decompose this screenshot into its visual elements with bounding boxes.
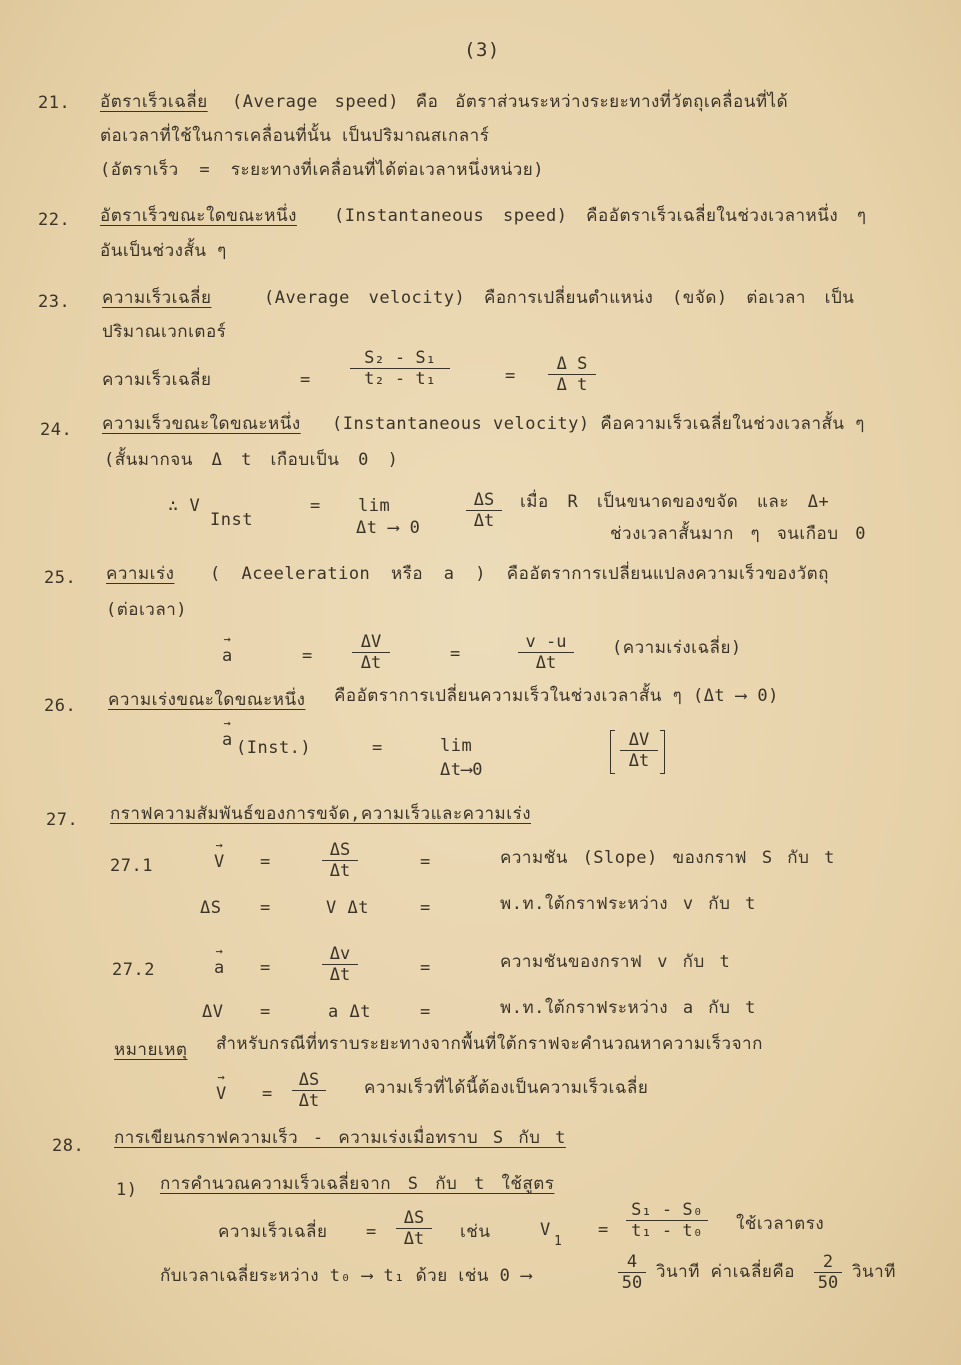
s25-fraction-1: [352, 632, 390, 673]
s27-row2-eq2: =: [420, 898, 431, 918]
s27-note-text: สำหรับกรณีที่ทราบระยะทางจากพื้นที่ใต้กราฟจะคำนวณหาความเร็วจาก: [216, 1034, 763, 1054]
s25-frac2-numerator: v -u: [518, 632, 574, 653]
s27-note-frac-denominator: Δt: [298, 1091, 320, 1111]
s28-last-fraction-2: [814, 1252, 842, 1293]
term-instantaneous-acceleration: ความเร่งขณะใดขณะหนึ่ง: [108, 690, 306, 710]
s28-frac1-denominator: Δt: [403, 1229, 425, 1249]
s23-frac1-numerator: S₂ - S₁: [350, 348, 450, 369]
s23-eq-sign-2: =: [505, 366, 516, 386]
s27-row3-eq2: =: [420, 958, 431, 978]
bracket-left: [610, 730, 615, 774]
s27-row2-text: พ.ท.ใต้กราฟระหว่าง v กับ t: [500, 894, 756, 914]
s25-fraction-2: [518, 632, 574, 673]
item-number-22: 22.: [38, 210, 71, 230]
s27-row4-mid: a Δt: [328, 1002, 371, 1022]
vector-a: → a: [222, 646, 233, 666]
s24-lim: lim: [358, 496, 391, 516]
s28-v1-sub: 1: [554, 1234, 563, 1249]
s23-eq-sign: =: [300, 370, 311, 390]
s27-row4-eq2: =: [420, 1002, 431, 1022]
s22-line1: (Instantaneous speed) คืออัตราเร็วเฉลี่ยในช่วงเวลาหนึ่ง ๆ: [334, 206, 867, 226]
s28-tail-1: ใช้เวลาตรง: [736, 1214, 825, 1234]
s28-last-f2-denominator: 50: [817, 1273, 839, 1293]
s27-note-eq: =: [262, 1084, 273, 1104]
s27-note-label: หมายเหตุ: [114, 1040, 188, 1060]
s21-line2: ต่อเวลาที่ใช้ในการเคลื่อนที่นั้น เป็นปริมาณสเกลาร์: [100, 126, 490, 146]
s25-lhs-a: [222, 646, 233, 666]
s24-note-2: ช่วงเวลาสั้นมาก ๆ จนเกือบ 0: [610, 524, 867, 544]
s28-fraction-1: [396, 1208, 432, 1249]
s27-row4-lhs: ΔV: [202, 1002, 224, 1022]
s24-therefore-v: ∴ V: [168, 496, 201, 516]
s25-eq-sign: =: [302, 646, 313, 666]
s21-line3: (อัตราเร็ว = ระยะทางที่เคลื่อนที่ได้ต่อเวลาหนึ่งหน่วย): [100, 160, 544, 180]
s21-line1: (Average speed) คือ อัตราส่วนระหว่างระยะทางที่วัตถุเคลื่อนที่ได้: [232, 92, 789, 112]
s26-lhs-a: [222, 730, 233, 750]
s28-last-f1-denominator: 50: [621, 1273, 643, 1293]
s23-frac1-denominator: t₂ - t₁: [364, 369, 436, 389]
s26-line1: คืออัตราการเปลี่ยนความเร็วในช่วงเวลาสั้น ๆ (Δt ⟶ 0): [334, 686, 779, 706]
s27-row1-fraction: [322, 840, 358, 881]
s27-row1-frac-denominator: Δt: [329, 861, 351, 881]
s27-row3-eq: =: [260, 958, 271, 978]
s24-note-1: เมื่อ R เป็นขนาดของขจัด และ Δ+: [520, 492, 830, 512]
s27-row2-lhs: ΔS: [200, 898, 222, 918]
s28-last-fraction-1: [618, 1252, 646, 1293]
s27-note-fraction: [292, 1070, 326, 1111]
s26-lhs-sub: (Inst.): [236, 738, 312, 758]
s27-note-lhs: [216, 1084, 227, 1104]
s27-row3-lhs: [214, 958, 225, 978]
s24-frac-numerator: ΔS: [466, 490, 502, 511]
s27-row3-frac-numerator: Δv: [322, 944, 358, 965]
s27-row4-eq: =: [260, 1002, 271, 1022]
s27-row3-fraction: [322, 944, 358, 985]
item-number-24: 24.: [40, 420, 73, 440]
s24-fraction: [466, 490, 502, 531]
s28-such-as: เช่น: [460, 1222, 491, 1242]
s25-line2: (ต่อเวลา): [106, 600, 188, 620]
s26-frac-denominator: Δt: [628, 751, 650, 771]
s28-last-f2-numerator: 2: [814, 1252, 842, 1273]
s28-sub-number: 1): [116, 1180, 138, 1200]
s23-line1: (Average velocity) คือการเปลี่ยนตำแหน่ง (ขจัด) ต่อเวลา เป็น: [264, 288, 855, 308]
item-number-23: 23.: [38, 292, 71, 312]
s27-row4-text: พ.ท.ใต้กราฟระหว่าง a กับ t: [500, 998, 756, 1018]
s24-subscript-inst: Inst: [210, 510, 253, 530]
s27-row3-num: 27.2: [112, 960, 155, 980]
s25-note: (ความเร่งเฉลี่ย): [612, 638, 742, 658]
s24-eq-sign: =: [310, 496, 321, 516]
s27-note-frac-numerator: ΔS: [292, 1070, 326, 1091]
term-instantaneous-speed: อัตราเร็วขณะใดขณะหนึ่ง: [100, 206, 297, 226]
s27-row1-lhs: [214, 852, 225, 872]
s27-row1-eq: =: [260, 852, 271, 872]
s25-line1: ( Aceeleration หรือ a ) คืออัตราการเปลี่ยนแปลงความเร็วของวัตถุ: [210, 564, 829, 584]
s27-note-tail: ความเร็วที่ได้นี้ต้องเป็นความเร็วเฉลี่ย: [364, 1078, 649, 1098]
s23-eq-label: ความเร็วเฉลี่ย: [102, 370, 212, 390]
s26-fraction: [620, 730, 658, 771]
s28-last-f1-numerator: 4: [618, 1252, 646, 1273]
s28-title: การเขียนกราฟความเร็ว - ความเร่งเมื่อทราบ S กับ t: [114, 1128, 566, 1148]
s28-eq-sign: =: [366, 1222, 377, 1242]
s25-frac1-denominator: Δt: [360, 653, 382, 673]
s27-row1-eq2: =: [420, 852, 431, 872]
s27-row1-text: ความชัน (Slope) ของกราฟ S กับ t: [500, 848, 835, 868]
s27-row2-eq: =: [260, 898, 271, 918]
s25-frac1-numerator: ΔV: [352, 632, 390, 653]
s24-line2: (สั้นมากจน Δ t เกือบเป็น 0 ): [104, 450, 399, 470]
s22-line2: อันเป็นช่วงสั้น ๆ: [100, 241, 227, 261]
s23-fraction-2: [548, 354, 596, 395]
s24-frac-denominator: Δt: [473, 511, 495, 531]
s28-v1: V: [540, 1220, 551, 1240]
s26-frac-numerator: ΔV: [620, 730, 658, 751]
term-acceleration: ความเร่ง: [106, 564, 175, 584]
s23-frac2-denominator: Δ t: [556, 375, 588, 395]
s27-row1-frac-numerator: ΔS: [322, 840, 358, 861]
item-number-26: 26.: [44, 696, 77, 716]
s23-frac2-numerator: Δ S: [548, 354, 596, 375]
s23-line2: ปริมาณเวกเตอร์: [102, 322, 227, 342]
s28-frac1-numerator: ΔS: [396, 1208, 432, 1229]
vector-v: → V: [214, 852, 225, 872]
s26-lim: lim: [440, 736, 473, 756]
item-number-25: 25.: [44, 568, 77, 588]
s27-row3-text: ความชันของกราฟ v กับ t: [500, 952, 731, 972]
item-number-28: 28.: [52, 1136, 85, 1156]
s28-eq-sign-2: =: [598, 1220, 609, 1240]
s26-lim-under: Δt⟶0: [440, 760, 483, 780]
s28-sub-title: การคำนวณความเร็วเฉลี่ยจาก S กับ t ใช้สูตร: [160, 1174, 555, 1194]
term-average-velocity: ความเร็วเฉลี่ย: [102, 288, 212, 308]
vector-a-inst: → a: [222, 730, 233, 750]
s25-frac2-denominator: Δt: [535, 653, 557, 673]
s24-line1: (Instantaneous velocity) คือความเร็วเฉลี่ยในช่วงเวลาสั้น ๆ: [332, 414, 865, 434]
s25-eq-sign-2: =: [450, 644, 461, 664]
s28-frac2-numerator: S₁ - S₀: [626, 1200, 708, 1221]
item-number-27: 27.: [46, 810, 79, 830]
s27-title: กราฟความสัมพันธ์ของการขจัด,ความเร็วและความเร่ง: [110, 804, 531, 824]
s28-fraction-2: [626, 1200, 708, 1241]
s28-last-c: วินาที: [852, 1262, 896, 1282]
s28-last-b: วินาที ค่าเฉลี่ยคือ: [656, 1262, 795, 1282]
item-number-21: 21.: [38, 93, 71, 113]
page-number: (3): [464, 39, 500, 61]
term-instantaneous-velocity: ความเร็วขณะใดขณะหนึ่ง: [102, 414, 301, 434]
s23-fraction-1: [350, 348, 450, 389]
s28-frac2-denominator: t₁ - t₀: [631, 1221, 703, 1241]
s24-lim-under: Δt ⟶ 0: [356, 518, 421, 538]
s26-eq-sign: =: [372, 738, 383, 758]
bracket-right: [660, 730, 665, 774]
s28-eq-label: ความเร็วเฉลี่ย: [218, 1222, 328, 1242]
vector-a-27: → a: [214, 958, 225, 978]
vector-v-note: → V: [216, 1084, 227, 1104]
s27-row2-mid: V Δt: [326, 898, 369, 918]
s27-row3-frac-denominator: Δt: [329, 965, 351, 985]
s27-row1-num: 27.1: [110, 856, 153, 876]
term-average-speed: อัตราเร็วเฉลี่ย: [100, 92, 208, 112]
s28-last-a: กับเวลาเฉลี่ยระหว่าง t₀ ⟶ t₁ ด้วย เช่น 0 ⟶: [160, 1266, 532, 1286]
